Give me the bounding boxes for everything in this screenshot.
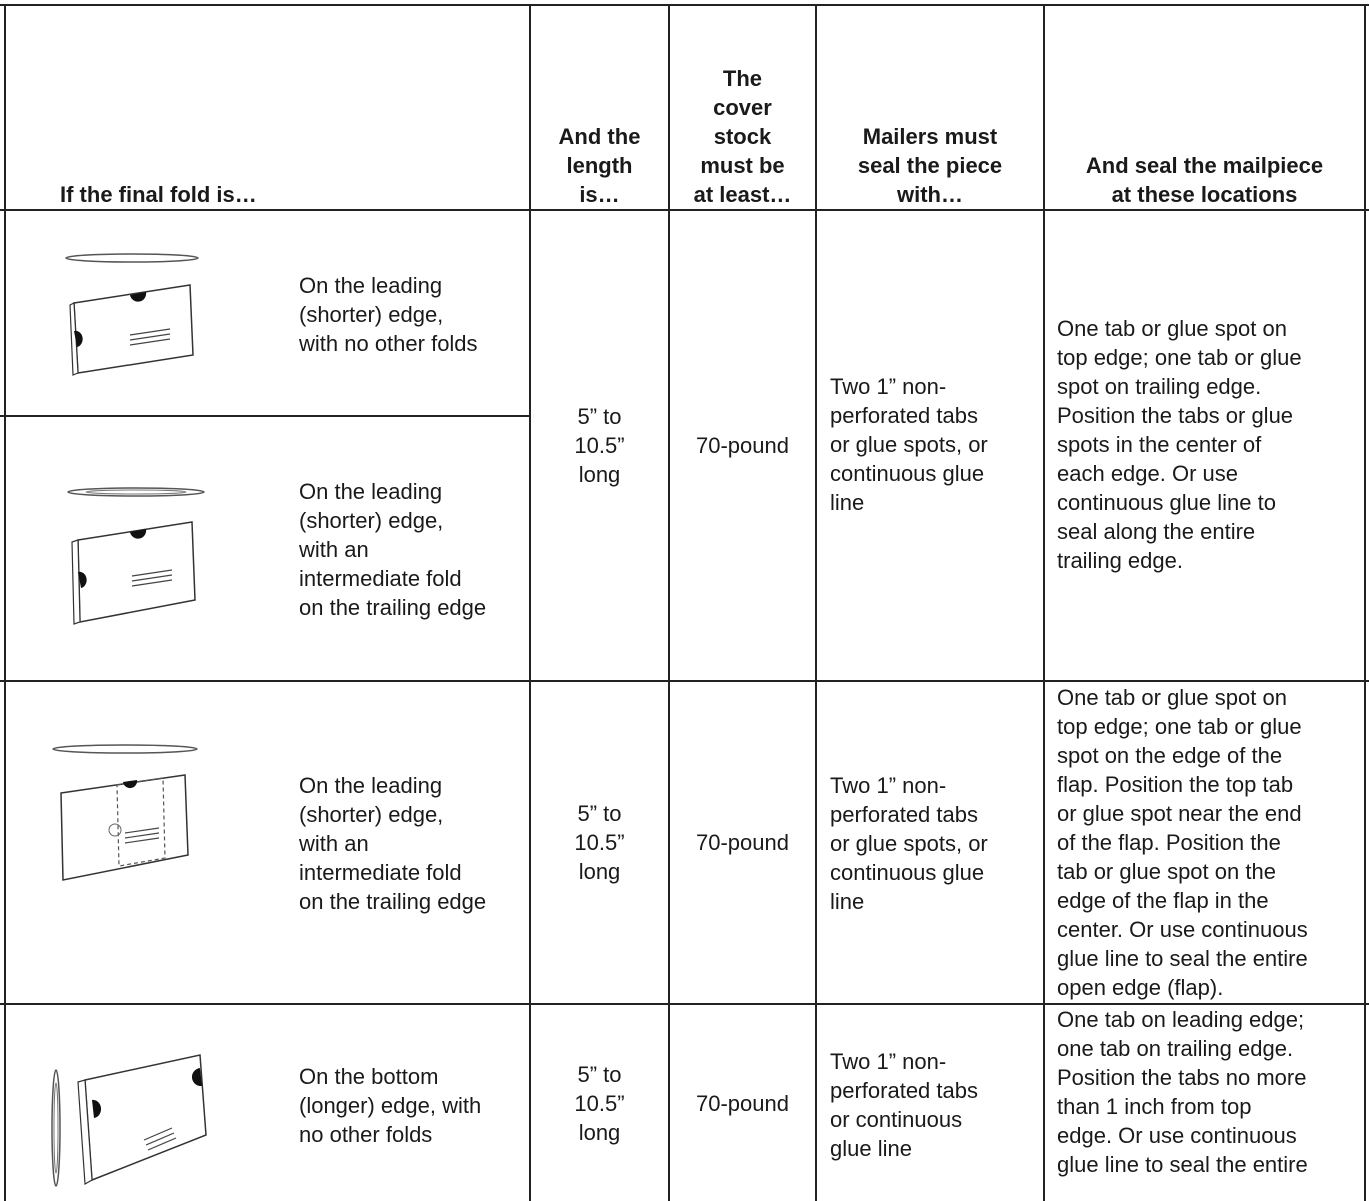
stock-value: 70-pound — [696, 830, 789, 855]
seal-with-value: Two 1” non- perforated tabs or glue spots, or continuous glue line — [830, 773, 988, 914]
header-seal-with: Mailers must seal the piece with… — [857, 124, 1003, 207]
mailer-fold-bottom-icon — [40, 1040, 220, 1190]
mailer-fold-leading-no-other-icon — [60, 245, 210, 380]
table-border-left — [4, 4, 6, 1201]
header-fold: If the final fold is… — [60, 182, 257, 207]
length-value: 5” to 10.5” long — [574, 801, 625, 884]
row-divider-sub — [0, 415, 531, 417]
seal-locations-value: One tab or glue spot on top edge; one tab or glue spot on the edge of the flap. Position the top tab or glue spot near the end of the flap. Position the tab or glue spot on the edge of the flap in the center. Or use continuous glue line to seal the entire open edge (flap). — [1057, 685, 1308, 1000]
fold-description: On the bottom (longer) edge, with no other folds — [299, 1064, 482, 1147]
header-locations: And seal the mailpiece at these locations — [1085, 153, 1324, 207]
seal-locations-value: One tab or glue spot on top edge; one tab or glue spot on trailing edge. Position the tabs or glue spots in the center of each edge. Or use continuous glue line to seal along the entire trailing edge. — [1057, 316, 1302, 573]
header-length: And the length is… — [558, 124, 641, 207]
seal-locations-value: One tab on leading edge; one tab on trailing edge. Position the tabs no more than 1 inch from top edge. Or use continuous glue line to seal the entire — [1057, 1007, 1308, 1177]
fold-description: On the leading (shorter) edge, with an intermediate fold on the trailing edge — [299, 773, 487, 914]
seal-with-value: Two 1” non- perforated tabs or glue spots, or continuous glue line — [830, 374, 988, 515]
seal-with-value: Two 1” non- perforated tabs or continuous glue line — [830, 1049, 978, 1161]
length-value: 5” to 10.5” long — [574, 404, 625, 487]
fold-description: On the leading (shorter) edge, with an intermediate fold on the trailing edge — [299, 479, 487, 620]
mailer-fold-leading-intermediate-icon — [60, 480, 210, 630]
header-stock: The cover stock must be at least… — [693, 66, 792, 207]
stock-value: 70-pound — [696, 433, 789, 458]
length-value: 5” to 10.5” long — [574, 1061, 625, 1145]
mailer-fold-leading-flap-icon — [45, 735, 205, 885]
table-border-right — [1364, 4, 1366, 1201]
stock-value: 70-pound — [696, 1090, 789, 1116]
fold-description: On the leading (shorter) edge, with no other folds — [299, 273, 478, 356]
